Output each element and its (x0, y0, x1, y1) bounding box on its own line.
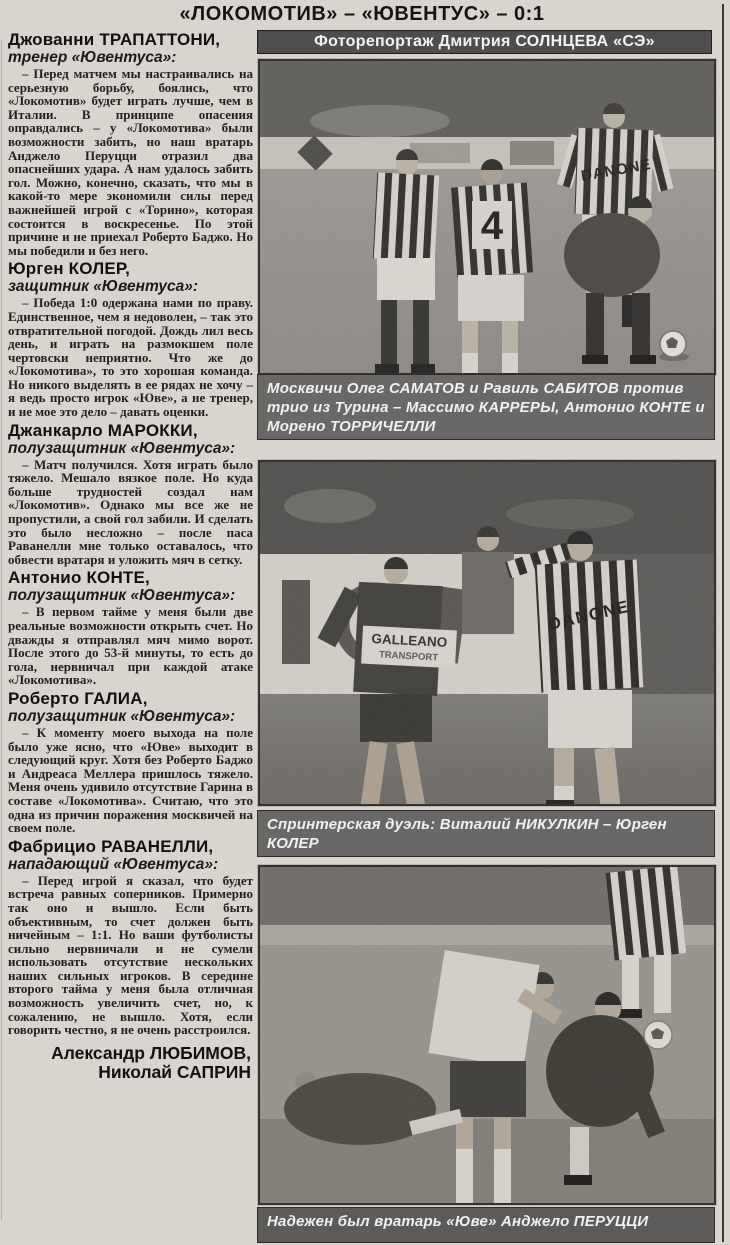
jersey-patch-line-1: GALLEANO (371, 631, 448, 650)
match-photo-2 (258, 460, 716, 806)
authors-signature (8, 1044, 253, 1082)
interview-quote: – Матч получился. Хотя играть было тяжело. Мешало вязкое поле. Но куда больше трудностей создал нам «Локомотив». Однако мы все же не пропустили, а свой гол забили. И сделать это было несложно – после паса Раванелли мне только оставалось, что обвести вратаря и уложить мяч в сетку. (8, 456, 253, 567)
match-photo-1 (258, 59, 716, 375)
interview-quote: – К моменту моего выхода на поле было уже ясно, что «Юве» выходит в следующий круг. Хотя без Роберто Баджо и Андреаса Меллера пришлось тяжело. Меня очень удивило отсутствие Гарина в составе «Локомотива». Считаю, что это одна из причин поражения москвичей на своем поле. (8, 724, 253, 836)
column-divider-rule (722, 4, 724, 1242)
interviewee-name: Юрген КОЛЕР, (8, 259, 130, 279)
photo-caption-2: Спринтерская дуэль: Виталий НИКУЛКИН – Юрген КОЛЕР (257, 810, 715, 857)
photo-caption-3: Надежен был вратарь «Юве» Анджело ПЕРУЦЦИ (257, 1207, 715, 1243)
interview-section-galia (8, 690, 253, 835)
interview-quote: – Победа 1:0 одержана нами по праву. Единственное, чем я недоволен, – так это отвратительной погодой. Дождь лил весь день, и играть на размокшем поле чертовски неприятно. Что же до «Локомотива», то это хорошая команда. Но никого выделять в ее рядах не хочу – я ведь просто игрок «Юве», а не тренер, и не мое это дело – давать оценки. (8, 295, 253, 420)
interviewee-name: Антонио КОНТЕ, (8, 568, 150, 588)
photo-caption-1: Москвичи Олег САМАТОВ и Равиль САБИТОВ против трио из Турина – Массимо КАРРЕРЫ, Антонио КОНТЕ и Морено ТОРРИЧЕЛЛИ (257, 374, 715, 440)
interviewee-name: Фабрицио РАВАНЕЛЛИ, (8, 836, 214, 856)
interview-section-kohler (8, 260, 253, 418)
interview-section-conte (8, 569, 253, 687)
jersey-sponsor-text: DANONE (579, 155, 653, 185)
match-photo-1-illustration (260, 61, 714, 373)
match-photo-3 (258, 865, 716, 1205)
left-column-rule (1, 40, 2, 1220)
shirt-number: 4 (480, 204, 504, 248)
interview-quote: – Перед игрой я сказал, что будет встреча равных соперников. Примерно так оно и вышло. Если быть объективным, то счет должен быть ничейным – 1:1. Но ваши футболисты сильно нервничали и не сумели использовать отсутствие нескольких наших сильных игроков. В середине второго тайма у меня была отличная возможность увеличить счет, но, к сожалению, не вышло. Хотя, если говорить честно, я не очень расстроился. (8, 872, 253, 1038)
interviewee-role: полузащитник «Ювентуса»: (8, 587, 236, 605)
match-photo-3-illustration (260, 867, 714, 1203)
interview-quote: – В первом тайме у меня были две реальные возможности открыть счет. Но дважды я отправлял мяч мимо ворот. После этого до 53-й минуты, то есть до гола, нервничал при каждой атаке «Локомотива». (8, 604, 253, 688)
page-title: «ЛОКОМОТИВ» – «ЮВЕНТУС» – 0:1 (179, 3, 545, 25)
jersey-sponsor-text: DANONE (546, 596, 632, 634)
interviewee-role: тренер «Ювентуса»: (8, 49, 177, 66)
match-photo-2-illustration (260, 462, 714, 804)
interview-section-ravanelli (8, 838, 253, 1037)
author-line-2: Николай САПРИН (98, 1061, 251, 1082)
interview-section-trapattoni (8, 31, 253, 257)
photo-report-header: Фоторепортаж Дмитрия СОЛНЦЕВА «СЭ» (257, 30, 712, 54)
interviewee-role: нападающий «Ювентуса»: (8, 855, 219, 873)
interviewee-role: защитник «Ювентуса»: (8, 278, 199, 296)
jersey-patch-line-2: TRANSPORT (378, 649, 439, 664)
photo-report (257, 0, 719, 1245)
interviewee-name: Джованни ТРАПАТТОНИ, (8, 30, 221, 49)
interviewee-name: Джанкарло МАРОККИ, (8, 420, 198, 440)
interviewee-role: полузащитник «Ювентуса»: (8, 707, 236, 725)
interview-section-marocchi (8, 422, 253, 567)
article-column (8, 28, 253, 1082)
author-line-1: Александр ЛЮБИМОВ, (51, 1042, 251, 1063)
interviewee-name: Роберто ГАЛИА, (8, 688, 148, 708)
interviewee-role: полузащитник «Ювентуса»: (8, 439, 236, 457)
interview-quote: – Перед матчем мы настраивались на серьезную борьбу, боялись, что «Локомотив» будет играть лучше, чем в Италии. В принципе опасения оправдались – у «Локомотива» были возможности забить, но наш вратарь Анджело Перуцци отразил два опаснейших удара. А нам удалось забить гол. Можно, конечно, сказать, что мы в какой-то мере экономили силы перед важнейшей игрой с «Торино», которая состоится в воскресенье. По этой причине и не приехал Роберто Баджо. Но мы победили и без него. (8, 66, 253, 258)
